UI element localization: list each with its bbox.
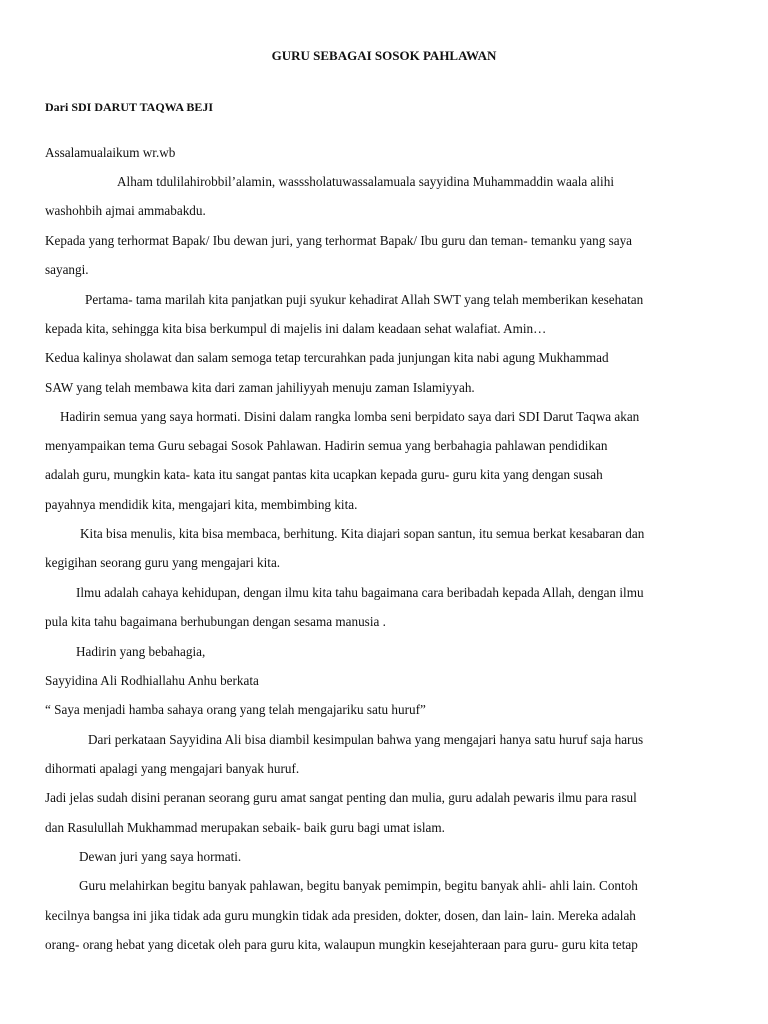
- text-line: Pertama- tama marilah kita panjatkan puji syukur kehadirat Allah SWT yang telah memberikan kesehatan: [85, 292, 644, 307]
- text-line: payahnya mendidik kita, mengajari kita, membimbing kita.: [45, 497, 358, 512]
- text-line: dihormati apalagi yang mengajari banyak huruf.: [45, 761, 300, 776]
- text-line: Dari perkataan Sayyidina Ali bisa diambil kesimpulan bahwa yang mengajari hanya satu huruf saja harus: [88, 732, 644, 747]
- text-line: dan Rasulullah Mukhammad merupakan sebaik- baik guru bagi umat islam.: [45, 820, 445, 835]
- text-line: pula kita tahu bagaimana berhubungan dengan sesama manusia .: [45, 614, 386, 629]
- text-line: Sayyidina Ali Rodhiallahu Anhu berkata: [45, 673, 259, 688]
- text-line: adalah guru, mungkin kata- kata itu sangat pantas kita ucapkan kepada guru- guru kita yang dengan susah: [45, 467, 603, 482]
- text-line: kecilnya bangsa ini jika tidak ada guru mungkin tidak ada presiden, dokter, dosen, dan lain- lain. Mereka adalah: [45, 908, 636, 923]
- text-line: sayangi.: [45, 262, 89, 277]
- text-line: kegigihan seorang guru yang mengajari kita.: [45, 555, 281, 570]
- text-line: orang- orang hebat yang dicetak oleh para guru kita, walaupun mungkin kesejahteraan para guru- guru kita tetap: [45, 937, 638, 952]
- text-line: Jadi jelas sudah disini peranan seorang guru amat sangat penting dan mulia, guru adalah pewaris ilmu para rasul: [45, 790, 637, 805]
- text-line: Guru melahirkan begitu banyak pahlawan, begitu banyak pemimpin, begitu banyak ahli- ahli lain. Contoh: [79, 878, 638, 893]
- text-line: washohbih ajmai ammabakdu.: [45, 203, 206, 218]
- document-subtitle: Dari SDI DARUT TAQWA BEJI: [45, 100, 214, 114]
- text-line: Kita bisa menulis, kita bisa membaca, berhitung. Kita diajari sopan santun, itu semua berkat kesabaran dan: [80, 526, 645, 541]
- text-line: Kedua kalinya sholawat dan salam semoga tetap tercurahkan pada junjungan kita nabi agung Mukhammad: [45, 350, 609, 365]
- text-line: SAW yang telah membawa kita dari zaman jahiliyyah menuju zaman Islamiyyah.: [45, 380, 475, 395]
- text-line: kepada kita, sehingga kita bisa berkumpul di majelis ini dalam keadaan sehat walafiat. Amin…: [45, 321, 547, 336]
- text-line: Assalamualaikum wr.wb: [45, 145, 176, 160]
- text-line: Kepada yang terhormat Bapak/ Ibu dewan juri, yang terhormat Bapak/ Ibu guru dan teman- temanku yang saya: [45, 233, 633, 248]
- text-line: Hadirin yang bebahagia,: [76, 644, 206, 659]
- document-title: GURU SEBAGAI SOSOK PAHLAWAN: [271, 48, 497, 63]
- text-line: Alham tdulilahirobbil’alamin, wasssholatuwassalamuala sayyidina Muhammaddin waala alihi: [117, 174, 614, 189]
- text-line: Ilmu adalah cahaya kehidupan, dengan ilmu kita tahu bagaimana cara beribadah kepada Allah, dengan ilmu: [76, 585, 644, 600]
- text-line: Dewan juri yang saya hormati.: [79, 849, 242, 864]
- text-line: Hadirin semua yang saya hormati. Disini dalam rangka lomba seni berpidato saya dari SDI Darut Taqwa akan: [60, 409, 640, 424]
- text-line: menyampaikan tema Guru sebagai Sosok Pahlawan. Hadirin semua yang berbahagia pahlawan pendidikan: [45, 438, 608, 453]
- text-line: “ Saya menjadi hamba sahaya orang yang telah mengajariku satu huruf”: [45, 702, 426, 717]
